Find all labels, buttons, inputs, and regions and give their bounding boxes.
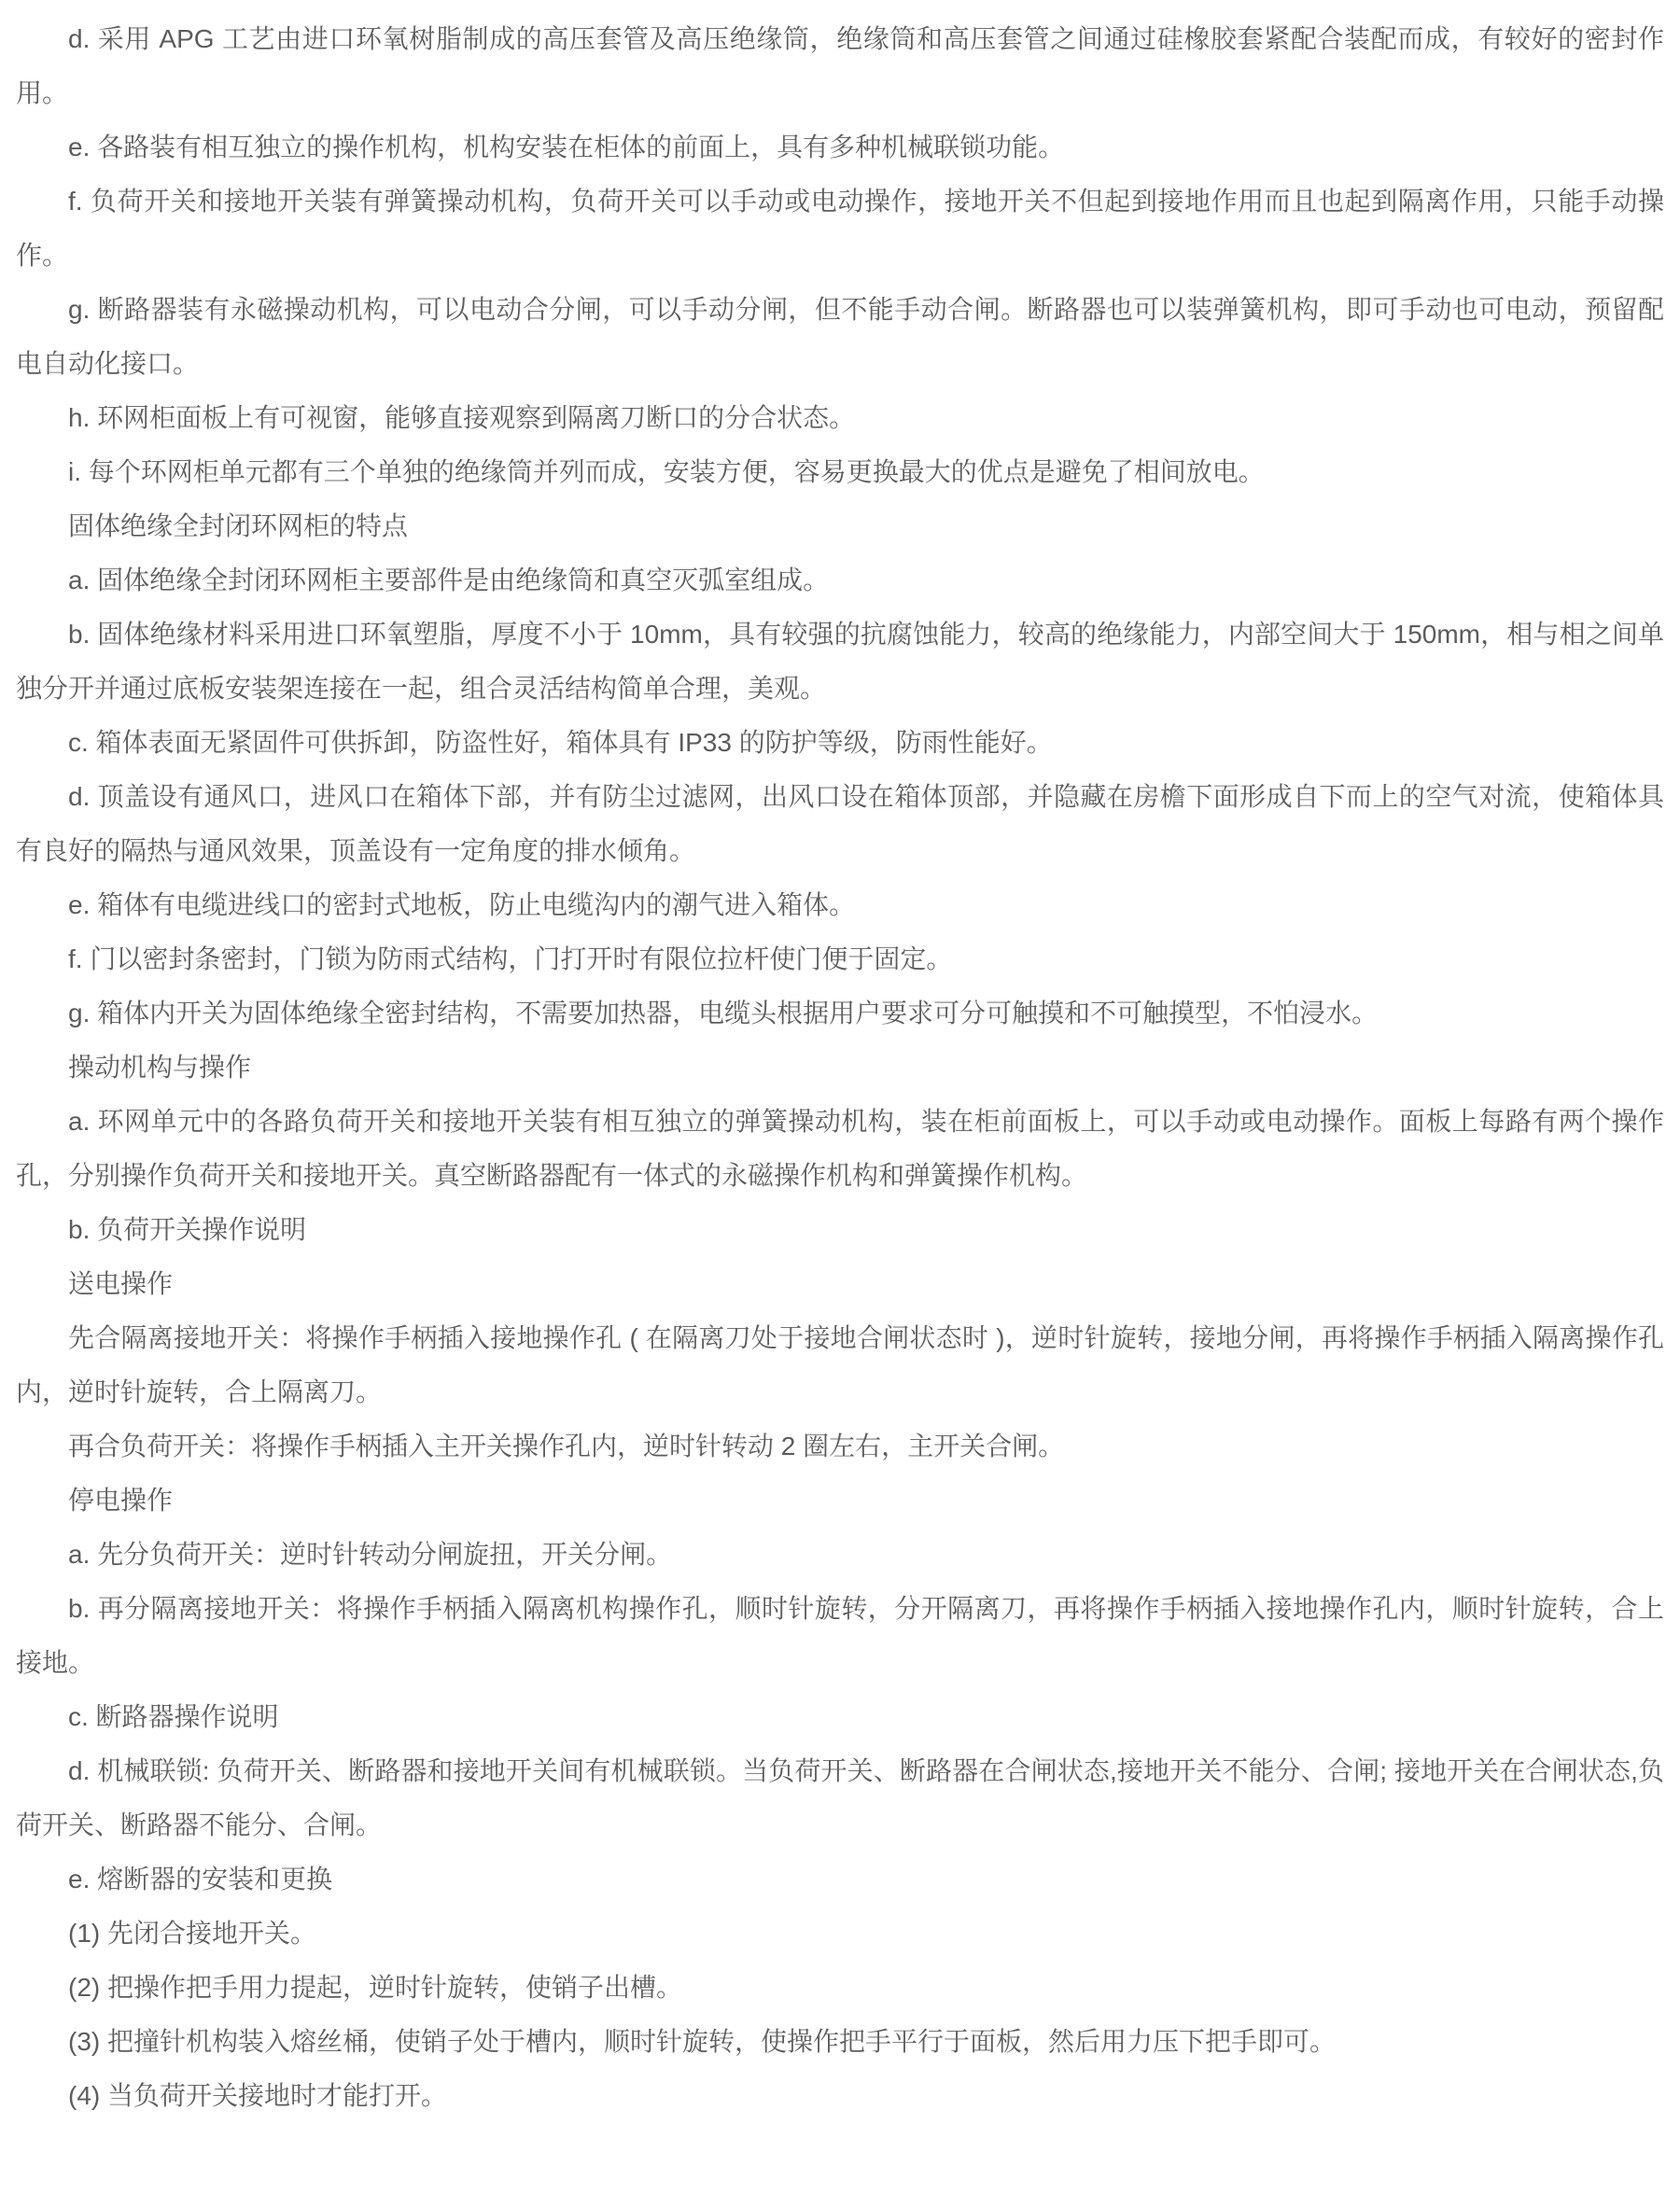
paragraph-top-cover-vents: d. 顶盖设有通风口，进风口在箱体下部，并有防尘过滤网，出风口设在箱体顶部，并隐藏在房檐下面形成自下而上的空气对流，使箱体具有良好的隔热与通风效果，顶盖设有一定角度的排水倾角。 [16,782,1664,865]
paragraph-fuse-step-3: (3) 把撞针机构装入熔丝桶，使销子处于槽内，顺时针旋转，使操作把手平行于面板，然后用力压下把手即可。 [68,2027,1337,2056]
paragraph-independent-mechanisms: e. 各路装有相互独立的操作机构，机构安装在柜体的前面上，具有多种机械联锁功能。 [68,133,1065,161]
paragraph-insulation-cylinders: i. 每个环网柜单元都有三个单独的绝缘筒并列而成，安装方便，容易更换最大的优点是避免了相间放电。 [68,457,1265,486]
section-heading-breaker-instructions: c. 断路器操作说明 [68,1702,279,1731]
paragraph-load-switch-spring: f. 负荷开关和接地开关装有弹簧操动机构，负荷开关可以手动或电动操作，接地开关不但起到接地作用而且也起到隔离作用，只能手动操作。 [16,187,1664,270]
paragraph-apg-bushing: d. 采用 APG 工艺由进口环氧树脂制成的高压套管及高压绝缘筒，绝缘筒和高压套管之间通过硅橡胶套紧配合装配而成，有较好的密封作用。 [16,24,1664,107]
paragraph-breaker-magnet: g. 断路器装有永磁操动机构，可以电动合分闸，可以手动分闸，但不能手动合闸。断路器也可以装弹簧机构，即可手动也可电动，预留配电自动化接口。 [16,295,1664,378]
section-heading-load-switch-instructions: b. 负荷开关操作说明 [68,1215,307,1244]
section-heading-power-off-operation: 停电操作 [68,1486,174,1515]
paragraph-insulation-material: b. 固体绝缘材料采用进口环氧塑脂，厚度不小于 10mm，具有较强的抗腐蚀能力，较高的绝缘能力，内部空间大于 150mm，相与相之间单独分开并通过底板安装架连接在一起，组合灵活结构简单合理，美观。 [16,620,1664,703]
paragraph-open-load-switch: a. 先分负荷开关：逆时针转动分闸旋扭，开关分闸。 [68,1540,673,1569]
paragraph-sealed-switch-structure: g. 箱体内开关为固体绝缘全密封结构，不需要加热器，电缆头根据用户要求可分可触摸和不可触摸型，不怕浸水。 [68,999,1379,1027]
paragraph-fuse-step-1: (1) 先闭合接地开关。 [68,1919,317,1948]
section-heading-operating-mechanism: 操动机构与操作 [68,1053,252,1082]
paragraph-sealed-floor: e. 箱体有电缆进线口的密封式地板，防止电缆沟内的潮气进入箱体。 [68,890,856,919]
paragraph-close-load-switch: 再合负荷开关：将操作手柄插入主开关操作孔内，逆时针转动 2 圈左右，主开关合闸。 [68,1432,1065,1460]
paragraph-viewing-window: h. 环网柜面板上有可视窗，能够直接观察到隔离刀断口的分合状态。 [68,403,856,432]
section-heading-solid-insulation-features: 固体绝缘全封闭环网柜的特点 [68,511,409,540]
paragraph-spring-mechanisms-panel: a. 环网单元中的各路负荷开关和接地开关装有相互独立的弹簧操动机构，装在柜前面板上，可以手动或电动操作。面板上每路有两个操作孔，分别操作负荷开关和接地开关。真空断路器配有一体式的永磁操作机构和弹簧操作机构。 [16,1107,1664,1190]
paragraph-cabinet-surface: c. 箱体表面无紧固件可供拆卸，防盗性好，箱体具有 IP33 的防护等级，防雨性能好。 [68,728,1053,757]
paragraph-mechanical-interlock: d. 机械联锁: 负荷开关、断路器和接地开关间有机械联锁。当负荷开关、断路器在合闸状态,接地开关不能分、合闸; 接地开关在合闸状态,负荷开关、断路器不能分、合闸。 [16,1756,1664,1839]
paragraph-open-earthing-switch: b. 再分隔离接地开关：将操作手柄插入隔离机构操作孔，顺时针旋转，分开隔离刀，再将操作手柄插入接地操作孔内，顺时针旋转，合上接地。 [16,1594,1664,1677]
section-heading-fuse-replacement: e. 熔断器的安装和更换 [68,1865,333,1894]
paragraph-close-earthing-switch: 先合隔离接地开关：将操作手柄插入接地操作孔 ( 在隔离刀处于接地合闸状态时 )，逆时针旋转，接地分闸，再将操作手柄插入隔离操作孔内，逆时针旋转，合上隔离刀。 [16,1323,1664,1406]
paragraph-main-components: a. 固体绝缘全封闭环网柜主要部件是由绝缘筒和真空灭弧室组成。 [68,566,830,594]
paragraph-fuse-step-4: (4) 当负荷开关接地时才能打开。 [68,2081,448,2110]
paragraph-fuse-step-2: (2) 把操作把手用力提起，逆时针旋转，使销子出槽。 [68,1973,683,2002]
paragraph-door-seal: f. 门以密封条密封，门锁为防雨式结构，门打开时有限位拉杆使门便于固定。 [68,944,953,973]
section-heading-power-on-operation: 送电操作 [68,1269,174,1298]
